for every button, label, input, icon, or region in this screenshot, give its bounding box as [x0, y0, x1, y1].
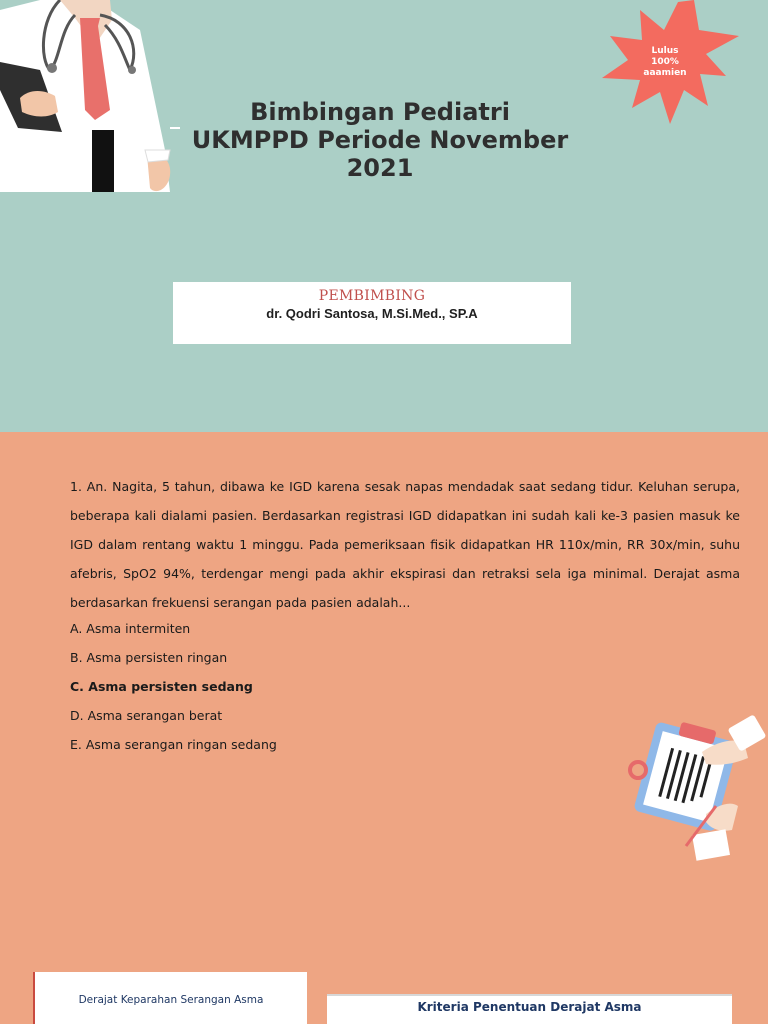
- option-c-correct: C. Asma persisten sedang: [70, 679, 253, 694]
- severity-card-title: Derajat Keparahan Serangan Asma: [78, 994, 264, 1006]
- title-line: Bimbingan Pediatri: [250, 98, 510, 126]
- question-stem: [70, 472, 740, 617]
- badge-text: [630, 46, 700, 79]
- page-title: [150, 98, 610, 182]
- badge-line: aaamien: [643, 68, 687, 78]
- criteria-card-title: Kriteria Penentuan Derajat Asma: [417, 1000, 642, 1014]
- cover-slide: [0, 0, 768, 432]
- mentor-label: PEMBIMBING: [318, 288, 426, 304]
- mentor-name: dr. Qodri Santosa, M.Si.Med., SP.A: [266, 306, 478, 321]
- option-b: B. Asma persisten ringan: [70, 650, 228, 665]
- severity-card: [33, 972, 307, 1024]
- title-line: UKMPPD Periode November: [191, 126, 569, 154]
- option-e: E. Asma serangan ringan sedang: [70, 737, 277, 752]
- title-line: 2021: [346, 154, 414, 182]
- badge-line: 100%: [651, 57, 679, 67]
- clipboard-icon: [620, 714, 768, 866]
- badge-line: Lulus: [651, 46, 679, 56]
- mentor-box: [173, 282, 571, 344]
- option-a: A. Asma intermiten: [70, 621, 191, 636]
- question-slide: [0, 432, 768, 1024]
- criteria-card: [327, 994, 732, 1024]
- question-stem-text: 1. An. Nagita, 5 tahun, dibawa ke IGD karena sesak napas mendadak saat sedang tidur. Keluhan serupa, beberapa kali dialami pasien. Berdasarkan registrasi IGD didapatkan ini sudah kali ke-3 pasien masuk ke IGD dalam rentang waktu 1 minggu. Pada pemeriksaan fisik didapatkan HR 110x/min, RR 30x/min, suhu afebris, SpO2 94%, terdengar mengi pada akhir ekspirasi dan retraksi sela iga minimal. Derajat asma berdasarkan frekuensi serangan pada pasien adalah...: [70, 479, 740, 610]
- option-d: D. Asma serangan berat: [70, 708, 223, 723]
